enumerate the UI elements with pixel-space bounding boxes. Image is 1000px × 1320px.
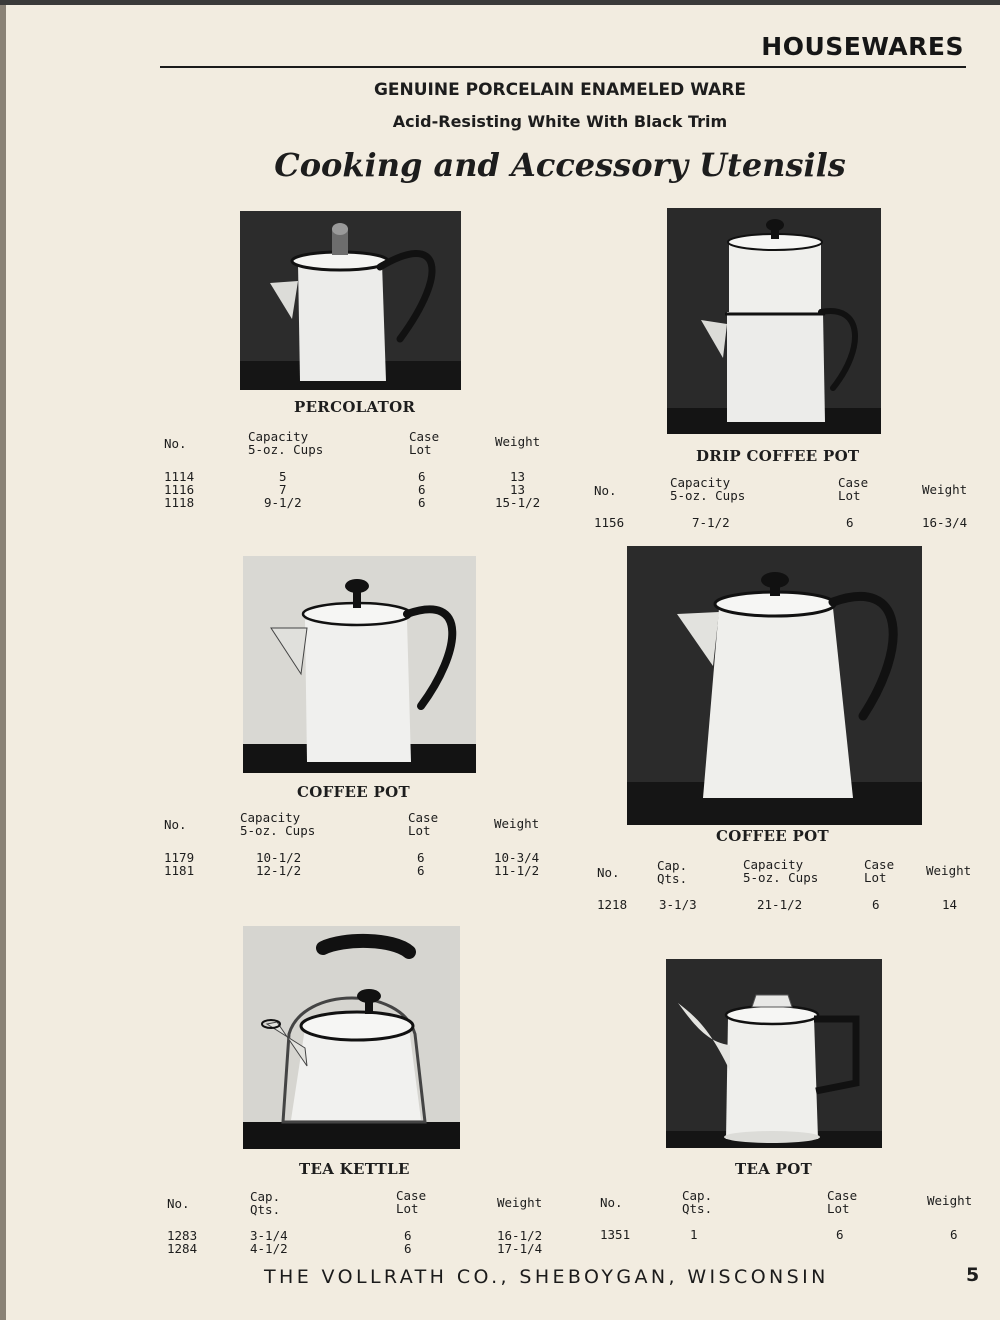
col-case-lot: Case Lot [408, 810, 439, 838]
col-weight: Weight [926, 863, 972, 878]
col-capacity: Capacity 5-oz. Cups [670, 475, 746, 503]
table-row-case: 6 [417, 863, 425, 878]
table-row-no: 1218 [597, 897, 628, 912]
page-number: 5 [966, 1264, 980, 1286]
table-row-weight: 14 [942, 897, 958, 912]
heading-script: Cooking and Accessory Utensils [274, 146, 846, 184]
col-no: No. [164, 436, 187, 451]
col-no: No. [600, 1195, 623, 1210]
page-top-edge [0, 0, 1000, 5]
table-row-cap: 7-1/2 [692, 515, 730, 530]
drip-coffee-pot-title: DRIP COFFEE POT [696, 447, 860, 465]
coffee-pot-small-title: COFFEE POT [297, 783, 410, 801]
table-row-no: 1114 [164, 469, 195, 484]
table-row-cap: 7 [279, 482, 287, 497]
table-row-no: 1284 [167, 1241, 198, 1256]
table-row-no: 1156 [594, 515, 625, 530]
table-row-case: 6 [404, 1241, 412, 1256]
table-row-cap: 10-1/2 [256, 850, 302, 865]
percolator-title: PERCOLATOR [294, 398, 416, 416]
footer-company: THE VOLLRATH CO., SHEBOYGAN, WISCONSIN [264, 1266, 829, 1288]
coffee-pot-large-photo [627, 546, 922, 825]
table-row-case: 6 [418, 482, 426, 497]
heading-primary: GENUINE PORCELAIN ENAMELED WARE [373, 80, 747, 100]
table-row-no: 1181 [164, 863, 195, 878]
tea-kettle-title: TEA KETTLE [299, 1160, 410, 1178]
table-row-qts: 1 [690, 1227, 698, 1242]
percolator-photo [240, 211, 461, 390]
table-row-no: 1118 [164, 495, 195, 510]
tea-kettle-photo [243, 926, 460, 1149]
section-title: HOUSEWARES [761, 32, 964, 61]
col-weight: Weight [495, 434, 541, 449]
table-row-case: 6 [418, 469, 426, 484]
col-capacity: Capacity 5-oz. Cups [743, 857, 819, 885]
table-row-weight: 17-1/4 [497, 1241, 543, 1256]
col-weight: Weight [494, 816, 540, 831]
tea-pot-spec-table [600, 1189, 980, 1249]
table-row-weight: 10-3/4 [494, 850, 540, 865]
table-row-no: 1179 [164, 850, 195, 865]
table-row-case: 6 [417, 850, 425, 865]
table-row-case: 6 [836, 1227, 844, 1242]
table-row-cap: 21-1/2 [757, 897, 803, 912]
col-weight: Weight [927, 1193, 973, 1208]
col-case-lot: Case Lot [838, 475, 869, 503]
col-weight: Weight [922, 482, 968, 497]
table-row-case: 6 [846, 515, 854, 530]
percolator-spec-table [164, 430, 564, 520]
coffee-pot-large-spec-table [597, 858, 977, 918]
table-row-qts: 3-1/4 [250, 1228, 288, 1243]
col-case-lot: Case Lot [409, 429, 440, 457]
drip-coffee-pot-photo [667, 208, 881, 434]
col-case-lot: Case Lot [827, 1188, 858, 1216]
table-row-weight: 11-1/2 [494, 863, 540, 878]
table-row-cap: 12-1/2 [256, 863, 302, 878]
table-row-no: 1283 [167, 1228, 198, 1243]
table-row-qts: 3-1/3 [659, 897, 697, 912]
tea-kettle-spec-table [167, 1189, 567, 1259]
coffee-pot-small-photo [243, 556, 476, 773]
table-row-cap: 5 [279, 469, 287, 484]
tea-pot-title: TEA POT [735, 1160, 813, 1178]
table-row-case: 6 [404, 1228, 412, 1243]
col-capacity: Capacity 5-oz. Cups [248, 429, 324, 457]
header-rule [160, 66, 966, 68]
table-row-weight: 15-1/2 [495, 495, 541, 510]
table-row-weight: 13 [510, 482, 526, 497]
table-row-weight: 16-3/4 [922, 515, 968, 530]
col-no: No. [167, 1196, 190, 1211]
table-row-no: 1116 [164, 482, 195, 497]
col-no: No. [164, 817, 187, 832]
coffee-pot-large-title: COFFEE POT [716, 827, 829, 845]
col-qts: Cap. Qts. [250, 1189, 281, 1217]
table-row-weight: 16-1/2 [497, 1228, 543, 1243]
table-row-no: 1351 [600, 1227, 631, 1242]
table-row-case: 6 [418, 495, 426, 510]
table-row-cap: 9-1/2 [264, 495, 302, 510]
col-weight: Weight [497, 1195, 543, 1210]
table-row-case: 6 [872, 897, 880, 912]
heading-secondary: Acid-Resisting White With Black Trim [392, 112, 728, 131]
col-qts: Cap. Qts. [657, 858, 688, 886]
page-edge [0, 0, 6, 1320]
col-capacity: Capacity 5-oz. Cups [240, 810, 316, 838]
col-case-lot: Case Lot [396, 1188, 427, 1216]
table-row-weight: 13 [510, 469, 526, 484]
col-no: No. [597, 865, 620, 880]
table-row-qts: 4-1/2 [250, 1241, 288, 1256]
tea-pot-photo [666, 959, 882, 1148]
table-row-weight: 6 [950, 1227, 958, 1242]
drip-coffee-pot-spec-table [594, 476, 974, 536]
col-qts: Cap. Qts. [682, 1188, 713, 1216]
col-case-lot: Case Lot [864, 857, 895, 885]
col-no: No. [594, 483, 617, 498]
coffee-pot-small-spec-table [164, 811, 564, 891]
